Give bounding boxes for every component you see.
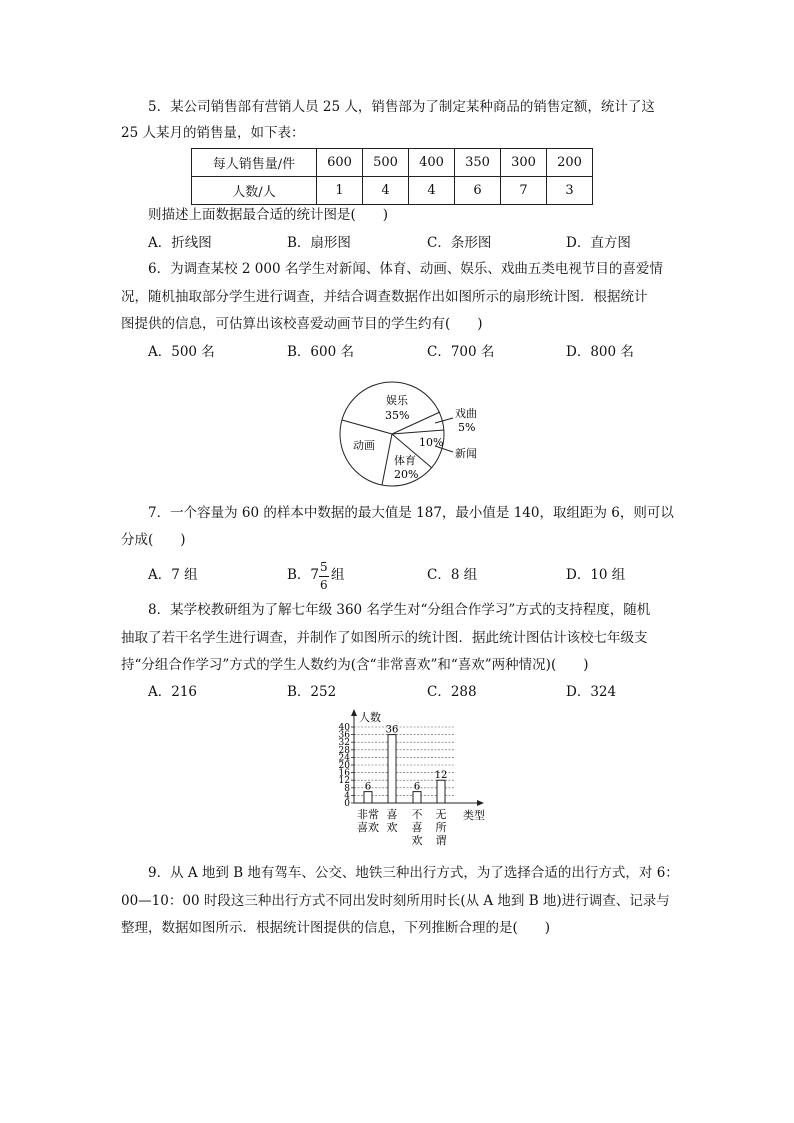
x-category-label: 喜 xyxy=(411,821,423,834)
q6-line3: 图提供的信息，可估算出该校喜爱动画节目的学生约有( ) xyxy=(121,316,483,332)
q7-line1: 7．一个容量为 60 的样本中数据的最大值是 187，最小值是 140，取组距为 6，则可以 xyxy=(148,505,674,521)
bar-chart xyxy=(335,705,495,855)
fraction xyxy=(319,559,331,592)
pie-divider-tiyu-donghua xyxy=(382,434,392,485)
q7-option-c: C．8 组 xyxy=(427,567,478,583)
bar xyxy=(388,735,396,803)
bar-value-label: 6 xyxy=(364,781,372,793)
q6-option-c: C．700 名 xyxy=(427,344,495,360)
table-cell: 6 xyxy=(455,177,501,205)
table-row xyxy=(192,149,593,177)
pie-divider-yule-dongha xyxy=(342,420,392,434)
table-cell: 350 xyxy=(455,149,501,177)
table-header-cell: 人数/人 xyxy=(192,177,317,205)
x-category-label: 欢 xyxy=(386,821,398,834)
q5-option-d: D．直方图 xyxy=(566,235,631,251)
q7-option-b-prefix: B．7 xyxy=(287,567,320,583)
y-axis-arrow xyxy=(351,709,357,716)
q6-option-b: B．600 名 xyxy=(287,344,354,360)
q5-option-c: C．条形图 xyxy=(427,235,492,251)
sales-table xyxy=(191,148,593,205)
q5-question: 则描述上面数据最合适的统计图是( ) xyxy=(148,207,389,223)
q7-option-a: A．7 组 xyxy=(148,567,198,583)
bar-value-label: 6 xyxy=(413,781,421,793)
pie-label-tiyu: 体育 xyxy=(394,454,416,467)
y-tick-label: 8 xyxy=(344,783,350,794)
y-axis-label: 人数 xyxy=(359,711,381,724)
q7-option-d: D．10 组 xyxy=(566,567,626,583)
q5-option-a: A．折线图 xyxy=(148,235,212,251)
q8-option-b: B．252 xyxy=(287,684,337,700)
q7-option-b-suffix: 组 xyxy=(331,567,345,583)
y-tick-label: 20 xyxy=(338,761,350,771)
q6-line1: 6．为调查某校 2 000 名学生对新闻、体育、动画、娱乐、戏曲五类电视节目的喜爱情 xyxy=(148,261,663,277)
bar xyxy=(413,792,421,803)
q8-line3: 持“分组合作学习”方式的学生人数约为(含“非常喜欢”和“喜欢”两种情况)( ) xyxy=(121,657,589,673)
bar xyxy=(364,792,372,803)
y-tick-label: 4 xyxy=(344,791,350,802)
fraction-numerator: 5 xyxy=(320,559,328,574)
table-cell: 600 xyxy=(317,149,363,177)
y-tick-label: 16 xyxy=(338,768,350,779)
x-category-label: 谓 xyxy=(435,834,447,847)
x-category-label: 不 xyxy=(411,808,423,821)
x-axis-label: 类型 xyxy=(463,809,485,822)
pie-label-tiyu-pct: 20% xyxy=(394,468,419,481)
y-tick-label: 12 xyxy=(338,776,350,787)
q8-option-d: D．324 xyxy=(566,684,617,700)
q6-option-d: D．800 名 xyxy=(566,344,634,360)
table-cell: 3 xyxy=(547,177,593,205)
pie-chart xyxy=(335,378,495,490)
table-cell: 200 xyxy=(547,149,593,177)
y-tick-label: 0 xyxy=(344,799,350,809)
table-cell: 4 xyxy=(409,177,455,205)
q7-option-b xyxy=(287,559,345,592)
pie-leader-xiqu xyxy=(435,418,453,423)
y-tick-label: 28 xyxy=(338,745,350,756)
x-category-label: 非常 xyxy=(357,808,379,821)
table-cell: 300 xyxy=(501,149,547,177)
pie-label-xinwen: 新闻 xyxy=(455,447,477,460)
y-tick-label: 40 xyxy=(338,723,350,733)
bar-value-label: 36 xyxy=(385,724,399,736)
q9-line1: 9．从 A 地到 B 地有驾车、公交、地铁三种出行方式，为了选择合适的出行方式，对 6： xyxy=(148,865,679,881)
table-cell: 400 xyxy=(409,149,455,177)
q8-line1: 8．某学校教研组为了解七年级 360 名学生对“分组合作学习”方式的支持程度，随机 xyxy=(148,602,651,618)
pie-label-yule: 娱乐 xyxy=(386,394,408,407)
q7-line2: 分成( ) xyxy=(121,532,186,548)
bar xyxy=(437,780,445,803)
pie-label-xiqu: 戏曲 xyxy=(455,407,477,420)
q5-line1: 5．某公司销售部有营销人员 25 人，销售部为了制定某种商品的销售定额，统计了这 xyxy=(148,99,655,115)
table-header-cell: 每人销售量/件 xyxy=(192,149,317,177)
q9-line3: 整理，数据如图所示．根据统计图提供的信息，下列推断合理的是( ) xyxy=(121,920,551,936)
x-category-label: 喜欢 xyxy=(357,821,379,834)
y-tick-label: 36 xyxy=(338,730,350,741)
table-cell: 1 xyxy=(317,177,363,205)
table-cell: 500 xyxy=(363,149,409,177)
x-category-label: 欢 xyxy=(411,834,423,847)
q8-option-c: C．288 xyxy=(427,684,477,700)
pie-label-yule-pct: 35% xyxy=(385,409,410,422)
x-category-label: 喜 xyxy=(386,808,398,821)
pie-label-xiqu-pct: 5% xyxy=(458,421,476,434)
q8-option-a: A．216 xyxy=(148,684,198,700)
x-category-label: 所 xyxy=(435,821,447,834)
q5-line2: 25 人某月的销售量，如下表： xyxy=(121,125,305,141)
q6-line2: 况，随机抽取部分学生进行调查，并结合调查数据作出如图所示的扇形统计图．根据统计 xyxy=(121,289,648,305)
bar-value-label: 12 xyxy=(434,770,448,782)
q5-option-b: B．扇形图 xyxy=(287,235,351,251)
x-category-label: 无 xyxy=(435,808,447,821)
q6-option-a: A．500 名 xyxy=(148,344,215,360)
pie-label-10pct: 10% xyxy=(419,436,444,449)
fraction-denominator: 6 xyxy=(320,577,328,592)
y-tick-label: 24 xyxy=(338,753,350,764)
table-cell: 7 xyxy=(501,177,547,205)
q9-line2: 00—10：00 时段这三种出行方式不同出发时刻所用时长(从 A 地到 B 地)进行调查、记录与 xyxy=(121,893,670,909)
table-cell: 4 xyxy=(363,177,409,205)
pie-label-donghua: 动画 xyxy=(353,439,375,452)
q8-line2: 抽取了若干名学生进行调查，并制作了如图所示的统计图．据此统计图估计该校七年级支 xyxy=(121,630,648,646)
table-row xyxy=(192,177,593,205)
y-tick-label: 32 xyxy=(338,738,350,749)
x-axis-arrow xyxy=(477,800,484,806)
